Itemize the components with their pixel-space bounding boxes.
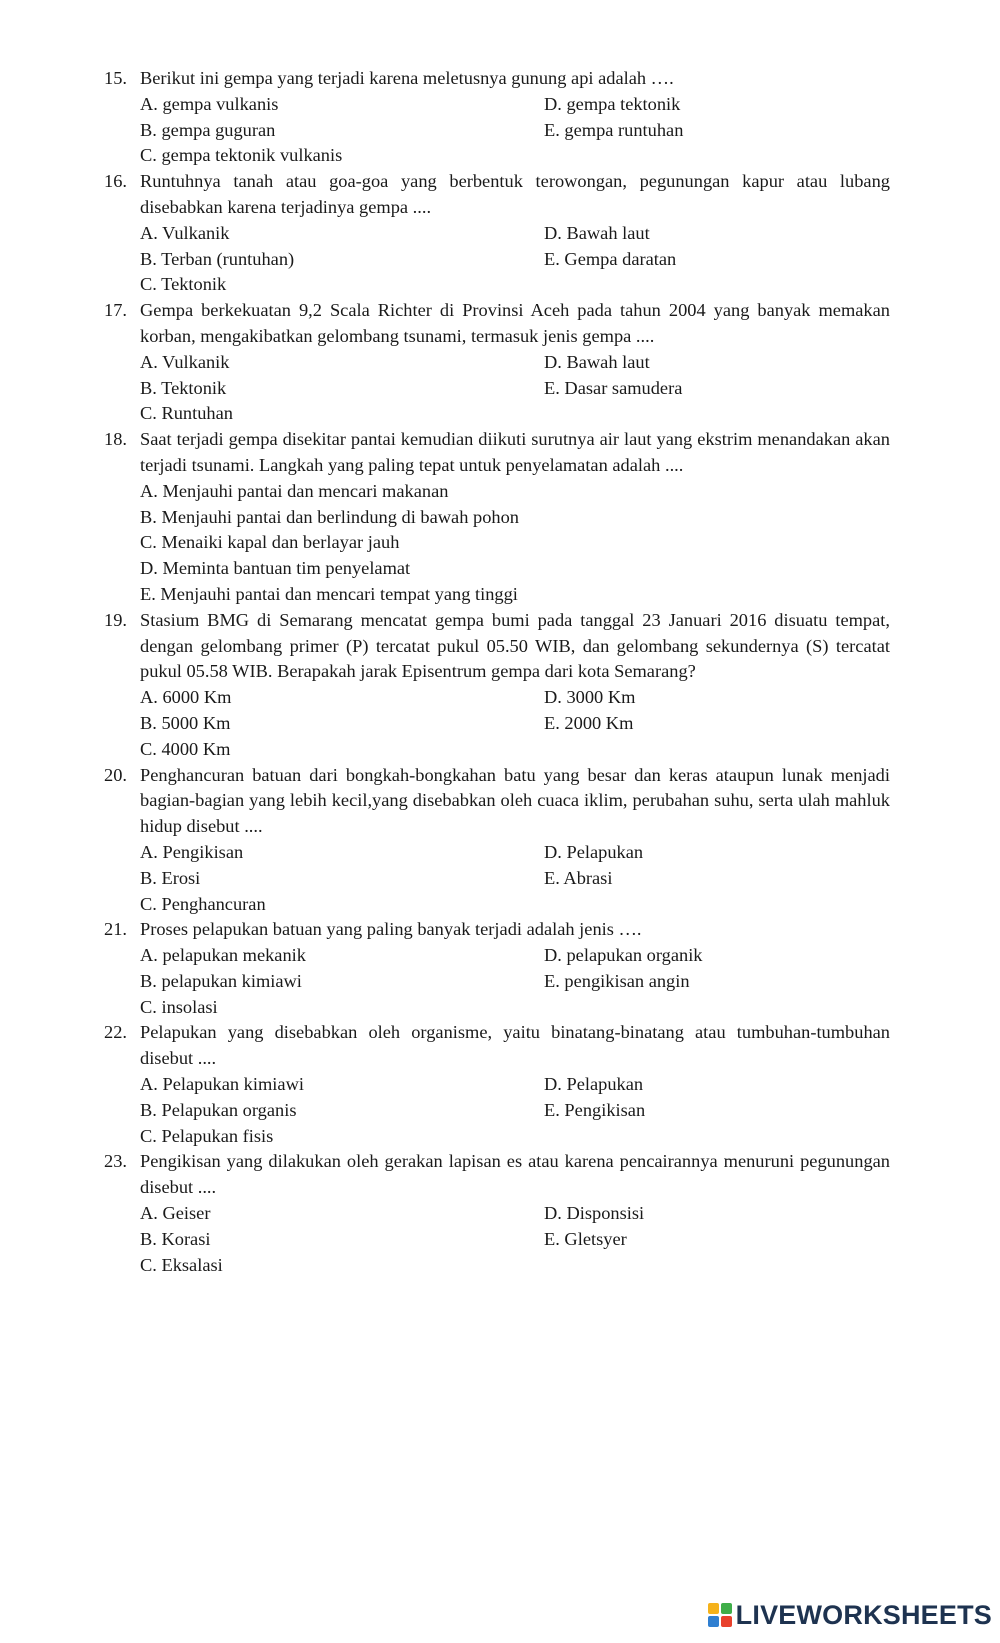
option-spacer bbox=[544, 143, 890, 169]
answer-options bbox=[140, 1201, 890, 1278]
question-text: Gempa berkekuatan 9,2 Scala Richter di Provinsi Aceh pada tahun 2004 yang banyak memakan korban, mengakibatkan gelombang tsunami, termasuk jenis gempa .... bbox=[140, 300, 890, 346]
option-spacer bbox=[544, 1124, 890, 1150]
answer-option-c[interactable]: C. Eksalasi bbox=[140, 1254, 223, 1275]
answer-options bbox=[140, 943, 890, 1020]
question-number: 15. bbox=[104, 68, 127, 88]
option-spacer bbox=[544, 995, 890, 1021]
question-text: Runtuhnya tanah atau goa-goa yang berbentuk terowongan, pegunungan kapur atau lubang disebabkan karena terjadinya gempa .... bbox=[140, 171, 890, 217]
answer-option-d[interactable]: D. Pelapukan bbox=[544, 1074, 644, 1095]
answer-option-c[interactable]: C. Tektonik bbox=[140, 274, 227, 295]
brand-logo bbox=[708, 1599, 992, 1631]
question-row bbox=[104, 1149, 890, 1201]
answer-option-e[interactable]: E. 2000 Km bbox=[544, 712, 634, 733]
answer-options bbox=[140, 685, 890, 762]
question-list bbox=[104, 66, 890, 1278]
option-spacer bbox=[544, 1253, 890, 1279]
question-19 bbox=[104, 608, 890, 763]
answer-options bbox=[140, 221, 890, 298]
option-spacer bbox=[544, 272, 890, 298]
answer-option-e[interactable]: E. Dasar samudera bbox=[544, 377, 683, 398]
question-18 bbox=[104, 427, 890, 608]
question-row bbox=[104, 66, 890, 92]
question-15 bbox=[104, 66, 890, 169]
question-number: 19. bbox=[104, 609, 127, 630]
question-16 bbox=[104, 169, 890, 298]
answer-option-b[interactable]: B. Erosi bbox=[140, 867, 201, 888]
answer-option-a[interactable]: A. Vulkanik bbox=[140, 351, 230, 372]
question-22 bbox=[104, 1020, 890, 1149]
answer-option-a[interactable]: A. gempa vulkanis bbox=[140, 93, 279, 114]
answer-option-c[interactable]: C. gempa tektonik vulkanis bbox=[140, 145, 343, 166]
question-number: 16. bbox=[104, 171, 127, 192]
answer-option-a[interactable]: A. Geiser bbox=[140, 1203, 211, 1224]
brand-mark-icon bbox=[708, 1603, 732, 1627]
answer-options bbox=[140, 350, 890, 427]
question-row bbox=[104, 917, 890, 943]
question-23 bbox=[104, 1149, 890, 1278]
answer-option-a[interactable]: A. Vulkanik bbox=[140, 222, 230, 243]
question-number: 22. bbox=[104, 1022, 127, 1043]
question-text: Proses pelapukan batuan yang paling banyak terjadi adalah jenis …. bbox=[140, 919, 642, 940]
option-spacer bbox=[544, 892, 890, 918]
answer-option-c[interactable]: C. Pelapukan fisis bbox=[140, 1125, 274, 1146]
answer-option-d[interactable]: D. Disponsisi bbox=[544, 1203, 645, 1224]
question-text: Pengikisan yang dilakukan oleh gerakan lapisan es atau karena pencairannya menuruni pegunungan disebut .... bbox=[140, 1151, 890, 1198]
answer-option-b[interactable]: B. pelapukan kimiawi bbox=[140, 970, 302, 991]
answer-option-c[interactable]: C. 4000 Km bbox=[140, 738, 231, 759]
answer-options bbox=[140, 840, 890, 917]
answer-option-b[interactable]: B. Terban (runtuhan) bbox=[140, 248, 295, 269]
answer-option-d[interactable]: D. Pelapukan bbox=[544, 841, 644, 862]
answer-option-a[interactable]: A. Pelapukan kimiawi bbox=[140, 1074, 304, 1095]
answer-option-b[interactable]: B. Korasi bbox=[140, 1228, 211, 1249]
question-text: Berikut ini gempa yang terjadi karena meletusnya gunung api adalah …. bbox=[140, 68, 674, 88]
question-text: Saat terjadi gempa disekitar pantai kemudian diikuti surutnya air laut yang ekstrim menandakan akan terjadi tsunami. Langkah yang paling tepat untuk penyelamatan adalah .... bbox=[140, 429, 890, 475]
question-row bbox=[104, 763, 890, 840]
answer-option-d[interactable]: D. 3000 Km bbox=[544, 687, 636, 708]
question-21 bbox=[104, 917, 890, 1020]
answer-option-e[interactable]: E. gempa runtuhan bbox=[544, 119, 684, 140]
question-text: Stasium BMG di Semarang mencatat gempa bumi pada tanggal 23 Januari 2016 disuatu tempat, dengan gelombang primer (P) tercatat pukul 05.50 WIB, dan gelombang sekundernya (S) tercatat pukul 05.58 WIB. Berapakah jarak Episentrum gempa dari kota Semarang? bbox=[140, 609, 890, 682]
brand-mark-square-4 bbox=[721, 1616, 732, 1627]
answer-option-e[interactable]: E. Pengikisan bbox=[544, 1099, 646, 1120]
answer-option-e[interactable]: E. Gletsyer bbox=[544, 1228, 627, 1249]
answer-options bbox=[140, 1072, 890, 1149]
option-spacer bbox=[544, 737, 890, 763]
question-17 bbox=[104, 298, 890, 427]
question-row bbox=[104, 169, 890, 221]
question-20 bbox=[104, 763, 890, 918]
answer-option-a[interactable]: A. pelapukan mekanik bbox=[140, 945, 306, 966]
answer-option-e[interactable]: E. pengikisan angin bbox=[544, 970, 690, 991]
question-row bbox=[104, 1020, 890, 1072]
answer-option-d[interactable]: D. Bawah laut bbox=[544, 351, 650, 372]
answer-option-b[interactable]: B. 5000 Km bbox=[140, 712, 231, 733]
answer-option-a[interactable]: A. 6000 Km bbox=[140, 687, 232, 708]
answer-option-b[interactable]: B. Tektonik bbox=[140, 377, 227, 398]
question-row bbox=[104, 298, 890, 350]
question-number: 17. bbox=[104, 300, 127, 321]
brand-name: LIVEWORKSHEETS bbox=[735, 1599, 992, 1630]
question-number: 21. bbox=[104, 919, 127, 940]
answer-option-c[interactable]: C. Penghancuran bbox=[140, 893, 266, 914]
brand-mark-square-2 bbox=[721, 1603, 732, 1614]
answer-option-c[interactable]: C. insolasi bbox=[140, 996, 218, 1017]
answer-option-c[interactable]: C. Runtuhan bbox=[140, 403, 233, 424]
answer-option-e[interactable]: E. Gempa daratan bbox=[544, 248, 677, 269]
answer-option-d[interactable]: D. gempa tektonik bbox=[544, 93, 681, 114]
answer-option-c[interactable]: C. Menaiki kapal dan berlayar jauh bbox=[140, 532, 400, 553]
brand-mark-square-3 bbox=[708, 1616, 719, 1627]
answer-option-b[interactable]: B. gempa guguran bbox=[140, 119, 276, 140]
question-row bbox=[104, 608, 890, 685]
brand-mark-square-1 bbox=[708, 1603, 719, 1614]
question-text: Penghancuran batuan dari bongkah-bongkahan batu yang besar dan keras ataupun lunak menjadi bagian-bagian yang lebih kecil,yang disebabkan oleh cuaca iklim, perubahan suhu, serta ulah mahluk hidup disebut .... bbox=[140, 764, 890, 837]
question-row bbox=[104, 427, 890, 479]
answer-option-b[interactable]: B. Menjauhi pantai dan berlindung di bawah pohon bbox=[140, 506, 519, 527]
answer-option-d[interactable]: D. Bawah laut bbox=[544, 222, 650, 243]
answer-option-a[interactable]: A. Pengikisan bbox=[140, 841, 244, 862]
answer-option-d[interactable]: D. pelapukan organik bbox=[544, 945, 703, 966]
answer-option-b[interactable]: B. Pelapukan organis bbox=[140, 1099, 297, 1120]
question-number: 23. bbox=[104, 1151, 127, 1172]
answer-option-d[interactable]: D. Meminta bantuan tim penyelamat bbox=[140, 558, 411, 579]
answer-options bbox=[140, 479, 890, 608]
answer-options bbox=[140, 92, 890, 169]
question-text: Pelapukan yang disebabkan oleh organisme, yaitu binatang-binatang atau tumbuhan-tumbuhan disebut .... bbox=[140, 1022, 890, 1069]
question-number: 18. bbox=[104, 429, 127, 450]
question-number: 20. bbox=[104, 764, 127, 785]
answer-option-a[interactable]: A. Menjauhi pantai dan mencari makanan bbox=[140, 480, 449, 501]
answer-option-e[interactable]: E. Menjauhi pantai dan mencari tempat yang tinggi bbox=[140, 583, 518, 604]
option-spacer bbox=[544, 401, 890, 427]
answer-option-e[interactable]: E. Abrasi bbox=[544, 867, 613, 888]
